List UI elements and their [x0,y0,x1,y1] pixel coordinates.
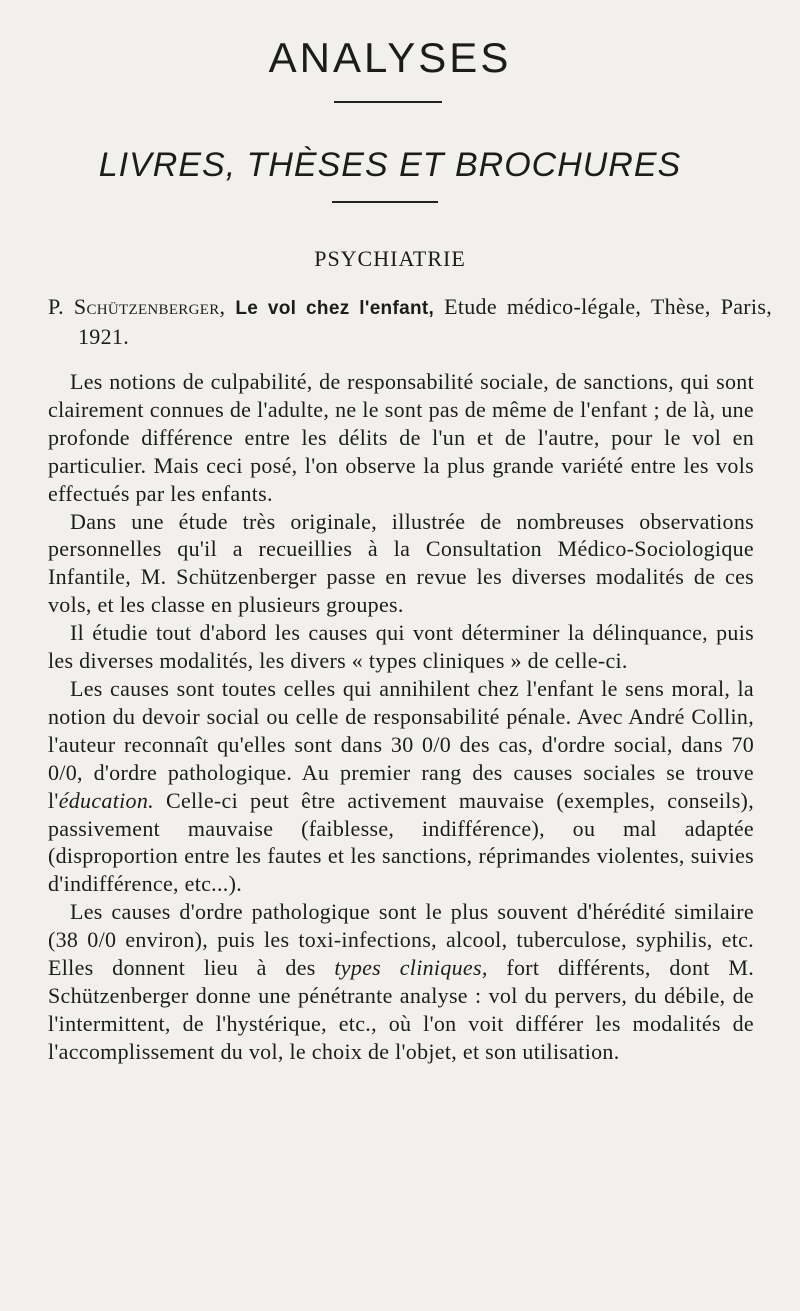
paragraph-5-emphasis: types cliniques, [334,955,488,981]
subsection-heading: PSYCHIATRIE [314,246,466,271]
paragraph-4-text-a: Les causes sont toutes celles qui annihilent chez l'enfant le sens moral, la notion du devoir social ou celle de responsabilité pénale. Avec André Collin, l'auteur reconnaît qu'elles sont dans 30 0/0 des cas, d'ordre social, dans 70 0/0, d'ordre pathologique. Au premier rang des causes sociales se trouve l' [48,675,754,813]
citation-details: Etude médico-légale, Thèse, Paris, 1921. [78,294,772,349]
paragraph-3: Il étudie tout d'abord les causes qui vont déterminer la délinquance, puis les diverses modalités, les divers « types cliniques » de celle-ci. [48,620,754,674]
paragraph-4-text-b: Celle-ci peut être activement mauvaise (exemples, conseils), passivement mauvaise (faiblesse, indifférence), ou mal adaptée (disproportion entre les fautes et les sanctions, réprimandes violentes, suivies d'indifférence, etc...). [48,787,754,897]
page-title: ANALYSES [268,34,512,81]
title-divider [334,101,442,103]
paragraph-4-emphasis: éducation. [58,787,154,813]
citation-author: P. Schützenberger, [48,294,226,319]
paragraph-1: Les notions de culpabilité, de responsabilité sociale, de sanctions, qui sont clairement connues de l'adulte, ne le sont pas de même de l'enfant ; de là, une profonde différence entre les délits de l'un et de l'autre, pour le vol en particulier. Mais ceci posé, l'on observe la plus grande variété entre les vols effectués par les enfants. [48,369,754,506]
subtitle-divider [332,201,438,203]
paragraph-4 [48,675,754,898]
paragraph-5 [48,898,754,1065]
citation-work-title: Le vol chez l'enfant, [235,298,435,319]
paragraph-2: Dans une étude très originale, illustrée de nombreuses observations personnelles qu'il a recueillies à la Consultation Médico-Sociologique Infantile, M. Schützenberger passe en revue les diverses modalités de ces vols, et les classe en plusieurs groupes. [48,508,754,618]
section-heading: LIVRES, THÈSES ET BROCHURES [98,146,682,184]
bibliographic-citation [48,293,772,351]
paragraph-5-text-a: Les causes d'ordre pathologique sont le plus souvent d'hérédité similaire (38 0/0 environ), puis les toxi-infections, alcool, tuberculose, syphilis, etc. Elles donnent lieu à des [48,899,754,981]
review-body [48,368,754,1066]
paragraph-5-text-b: fort différents, dont M. Schützenberger donne une pénétrante analyse : vol du pervers, du débile, de l'intermittent, de l'hystérique, etc., où l'on voit différer les modalités de l'accomplissement du vol, le choix de l'objet, et son utilisation. [48,955,754,1064]
